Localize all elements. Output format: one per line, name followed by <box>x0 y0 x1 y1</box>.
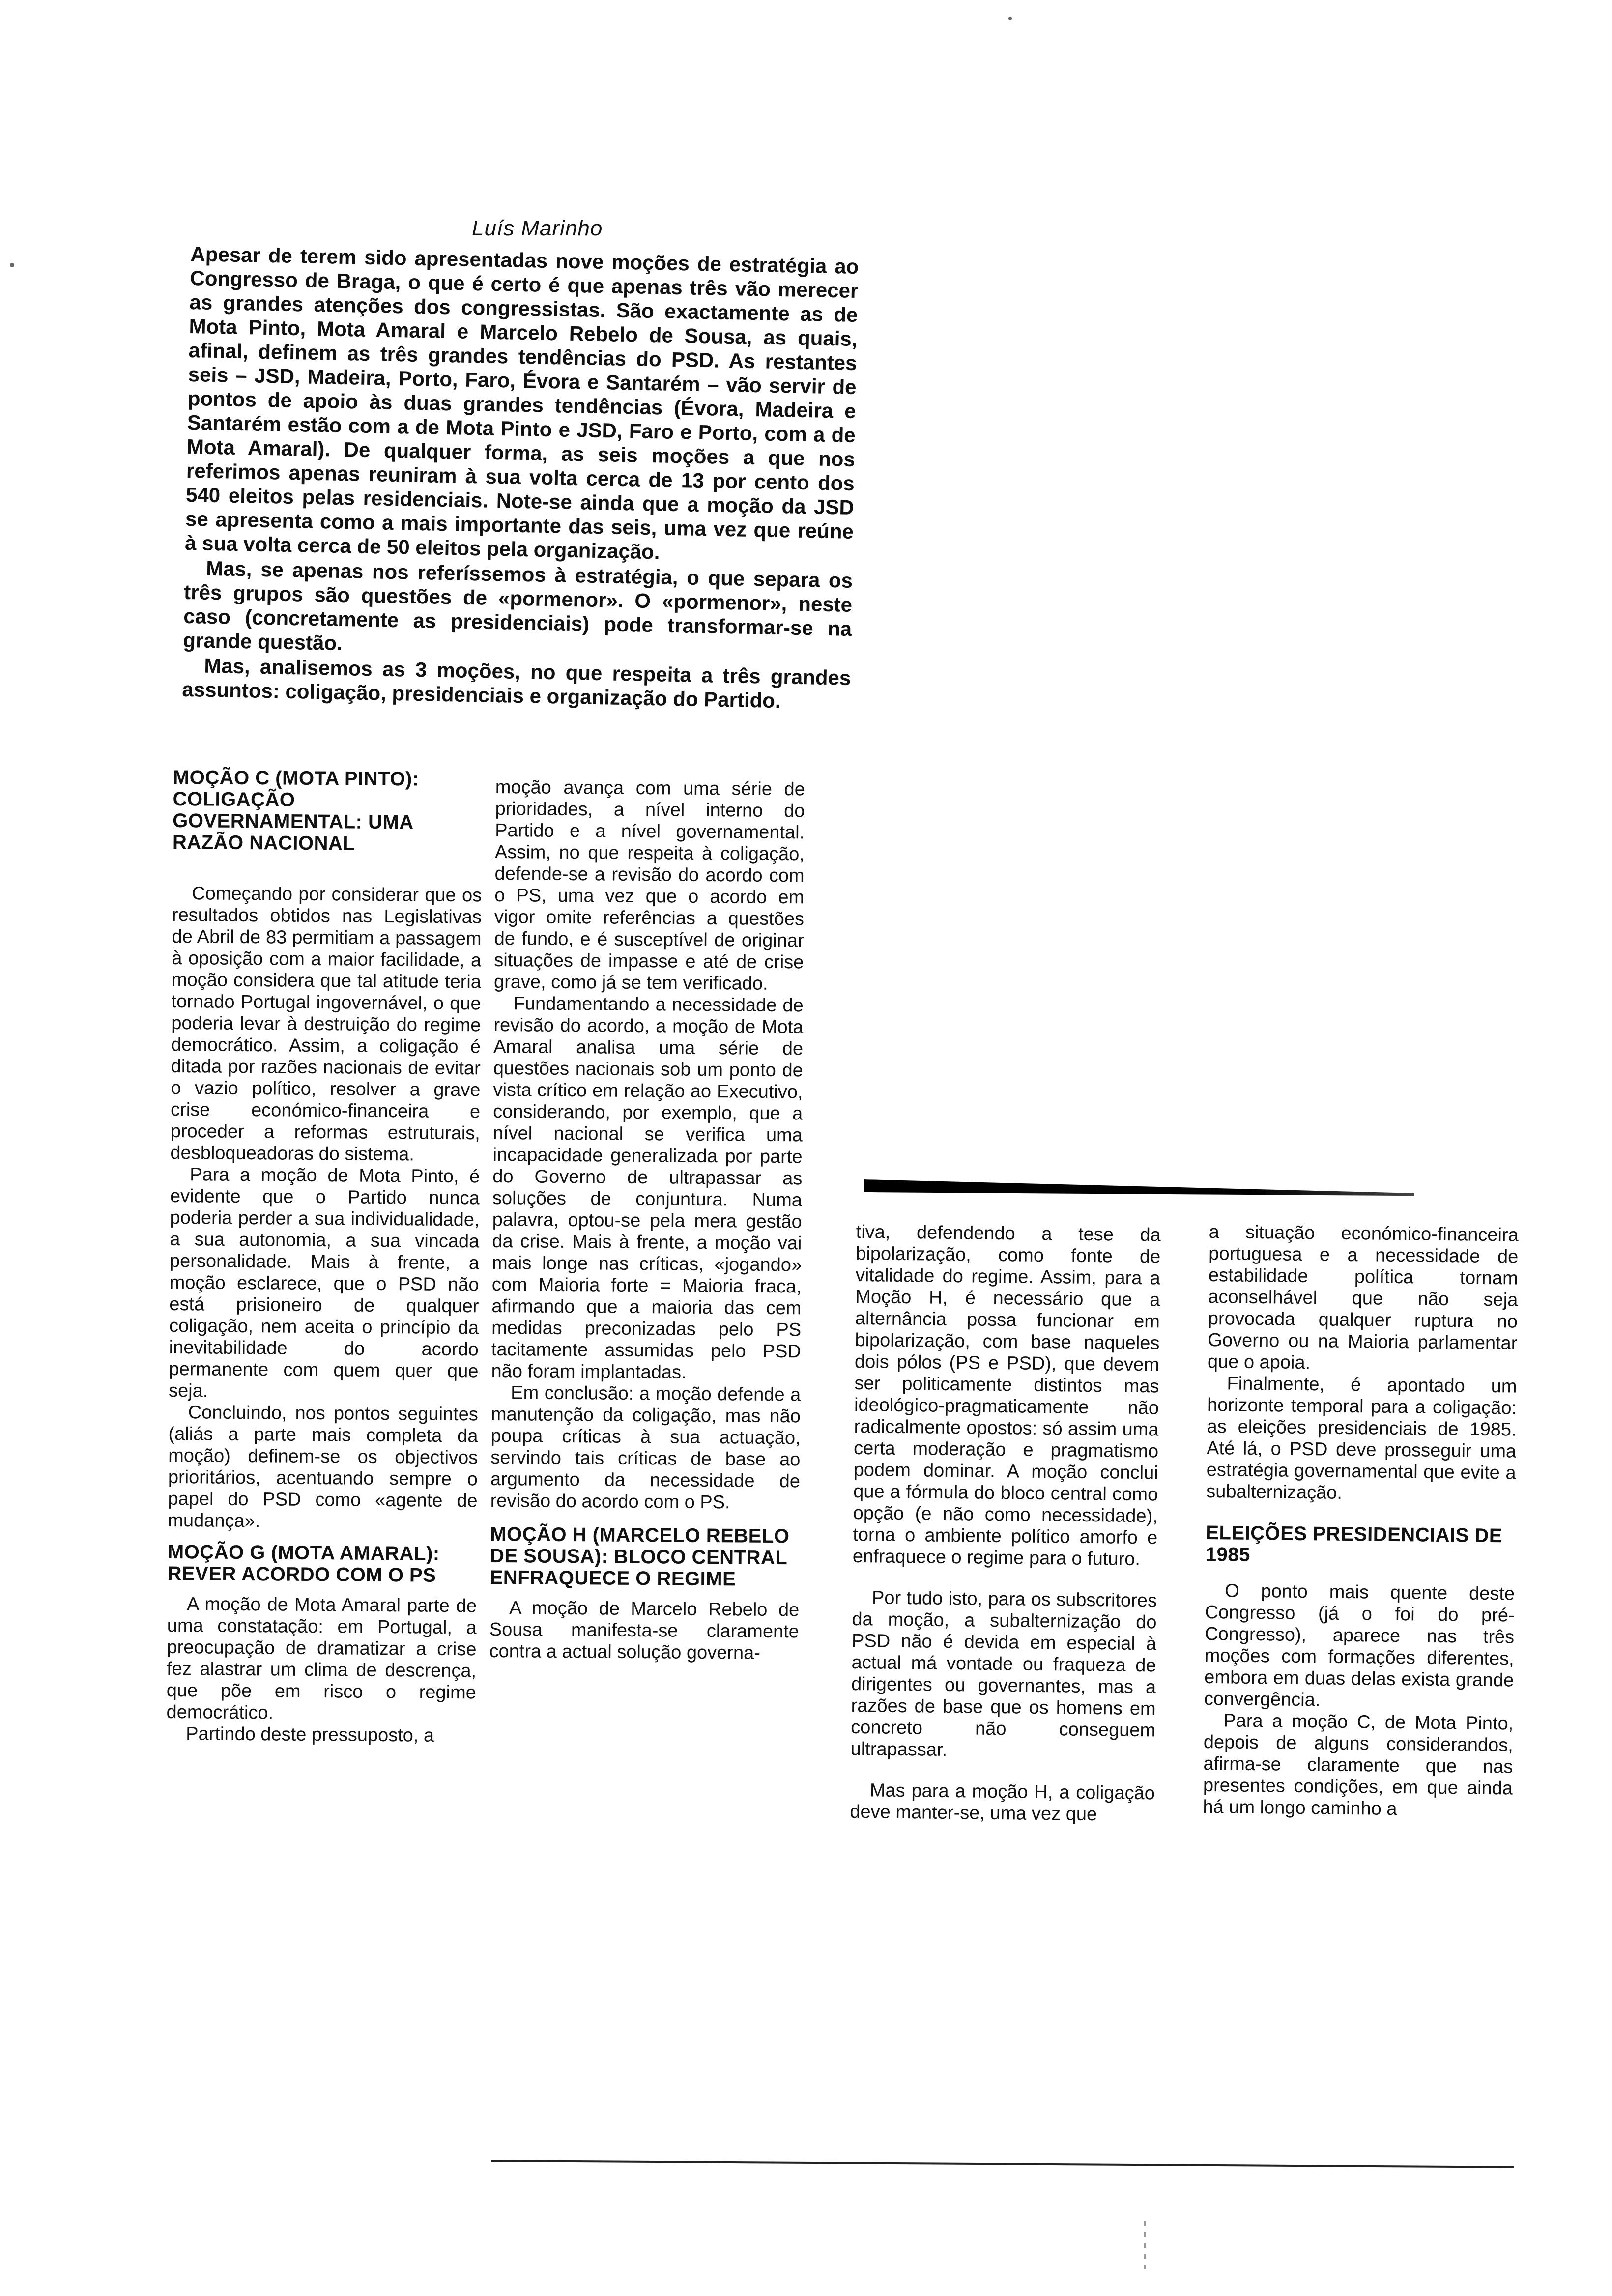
scan-fold-mark <box>1144 2221 1146 2275</box>
intro-paragraph: Mas, se apenas nos referíssemos à estratégia, o que separa os três grupos são questões de «pormenor». O «pormenor», neste caso (concretamente as presidenciais) pode transformar-se na grande questão. <box>182 556 853 655</box>
body-paragraph: O ponto mais quente deste Congresso (já o foi do pré-Congresso), aparece nas três moções com formações diferentes, embora em duas delas exista grande convergência. <box>1204 1580 1515 1711</box>
article-column-2 <box>489 776 805 1664</box>
body-paragraph: A moção de Mota Amaral parte de uma constatação: em Portugal, a preocupação de dramatizar a crise fez alastrar um clima de descrença, que põe em risco o regime democrático. <box>166 1594 477 1723</box>
body-paragraph: Para a moção C, de Mota Pinto, depois de alguns considerandos, afirma-se claramente que nas presentes condições, em que ainda há um longo caminho a <box>1203 1710 1514 1820</box>
intro-paragraph: Apesar de terem sido apresentadas nove moções de estratégia ao Congresso de Braga, o que é certo é que apenas três vão merecer as grandes atenções dos congressistas. São exactamente as de Mota Pinto, Mota Amaral e Marcelo Rebelo de Sousa, as quais, afinal, definem as três grandes tendências do PSD. As restantes seis – JSD, Madeira, Porto, Faro, Évora e Santarém – vão servir de pontos de apoio às duas grandes tendências (Évora, Madeira e Santarém estão com a de Mota Pinto e JSD, Faro e Porto, com a de Mota Amaral). De qualquer forma, as seis moções a que nos referimos apenas reuniram à sua volta cerca de 13 por cento dos 540 eleitos pelas residenciais. Note-se ainda que a moção da JSD se apresenta como a mais importante das seis, uma vez que reúne à sua volta cerca de 50 eleitos pela organização. <box>184 242 859 564</box>
article-column-4 <box>1203 1221 1519 1821</box>
body-paragraph: Fundamentando a necessidade de revisão do acordo, a moção de Mota Amaral analisa uma série de questões nacionais sob um ponto de vista crítico em relação ao Executivo, considerando, por exemplo, que a nível nacional se verifica uma incapacidade generalizada por parte do Governo de ultrapassar as soluções de conjuntura. Numa palavra, optou-se pela mera gestão da crise. Mais à frente, a moção vai mais longe nas críticas, «jogando» com Maioria forte = Maioria fraca, afirmando que a maioria das cem medidas preconizadas pelo PS tacitamente assumidas pelo PSD não foram implantadas. <box>491 993 804 1383</box>
intro-block <box>182 242 859 714</box>
section-heading-mocao-h: MOÇÃO H (MARCELO REBELO DE SOUSA): BLOCO CENTRAL ENFRAQUECE O REGIME <box>489 1523 790 1590</box>
article-column-1 <box>166 767 483 1747</box>
author-byline: Luís Marinho <box>472 216 603 240</box>
bottom-rule <box>491 2160 1514 2168</box>
section-heading-mocao-g: MOÇÃO G (MOTA AMARAL): REVER ACORDO COM O PS <box>167 1541 440 1586</box>
body-paragraph: moção avança com uma série de prioridades, a nível interno do Partido e a nível governamental. Assim, no que respeita à coligação, defende-se a revisão do acordo com o PS, uma vez que o acordo em vigor omite referências a questões de fundo, e é susceptível de originar situações de impasse e até de crise grave, como já se tem verificado. <box>493 777 805 994</box>
body-paragraph: Em conclusão: a moção defende a manutenção da coligação, mas não poupa críticas à sua actuação, servindo tais críticas de base ao argumento da necessidade de revisão do acordo com o PS. <box>490 1382 801 1513</box>
section-heading-presidenciais: ELEIÇÕES PRESIDENCIAIS DE 1985 <box>1205 1521 1503 1566</box>
column-divider-rule <box>864 1179 1414 1201</box>
body-paragraph: Concluindo, nos pontos seguintes (aliás a parte mais completa da moção) definem-se os objectivos prioritários, acentuando sempre o papel do PSD como «agente de mudança». <box>168 1402 478 1532</box>
body-paragraph: Por tudo isto, para os subscritores da moção, a subalternização do PSD não é devida em especial à actual má vontade ou fraqueza de dirigentes ou governantes, mas a razões de base que os homens em concreto não conseguem ultrapassar. <box>850 1587 1157 1760</box>
intro-paragraph: Mas, analisemos as 3 moções, no que respeita a três grandes assuntos: coligação, presidenciais e organização do Partido. <box>182 654 851 713</box>
body-paragraph: Para a moção de Mota Pinto, é evidente que o Partido nunca poderia perder a sua individualidade, a sua autonomia, a sua vincada personalidade. Mais à frente, a moção esclarece, que o PSD não está prisioneiro de qualquer coligação, nem aceita o princípio da inevitabilidade do acordo permanente com quem quer que seja. <box>168 1164 480 1402</box>
body-paragraph: a situação económico-financeira portuguesa e a necessidade de estabilidade política tornam aconselhável que não seja provocada qualquer ruptura no Governo ou na Maioria parlamentar que o apoia. <box>1207 1222 1519 1374</box>
section-heading-mocao-c: MOÇÃO C (MOTA PINTO): COLIGAÇÃO GOVERNAMENTAL: UMA RAZÃO NACIONAL <box>172 767 419 855</box>
body-paragraph: A moção de Marcelo Rebelo de Sousa manifesta-se claramente contra a actual solução governa- <box>489 1598 800 1664</box>
body-paragraph: Mas para a moção H, a coligação deve manter-se, uma vez que <box>850 1780 1155 1825</box>
body-paragraph: Começando por considerar que os resultados obtidos nas Legislativas de Abril de 83 permitiam a passagem à oposição com a maior facilidade, a moção considera que tal atitude teria tornado Portugal ingovernável, o que poderia levar à destruição do regime democrático. Assim, a coligação é ditada por razões nacionais de evitar o vazio político, resolver a grave crise económico-financeira e proceder a reformas estruturais, desbloqueadoras do sistema. <box>170 883 482 1165</box>
body-paragraph: Finalmente, é apontado um horizonte temporal para a coligação: as eleições presidenciais de 1985. Até lá, o PSD deve prosseguir uma estratégia governamental que evite a subalternização. <box>1206 1373 1517 1503</box>
body-paragraph: tiva, defendendo a tese da bipolarização, como fonte de vitalidade do regime. Assim, para a Moção H, é necessário que a alternância possa funcionar em bipolarização, com base naqueles dois pólos (PS e PSD), que devem ser politicamente distintos mas ideológico-pragmaticamente não radicalmente opostos: só assim uma certa moderação e pragmatismo podem dominar. A moção conclui que a fórmula do bloco central como opção (e não como necessidade), torna o ambiente político amorfo e enfraquece o regime para o futuro. <box>852 1222 1161 1570</box>
article-column-3 <box>850 1221 1161 1826</box>
scan-speck <box>1008 17 1012 20</box>
body-paragraph: Partindo deste pressuposto, a <box>186 1723 434 1746</box>
scan-speck <box>10 263 14 267</box>
